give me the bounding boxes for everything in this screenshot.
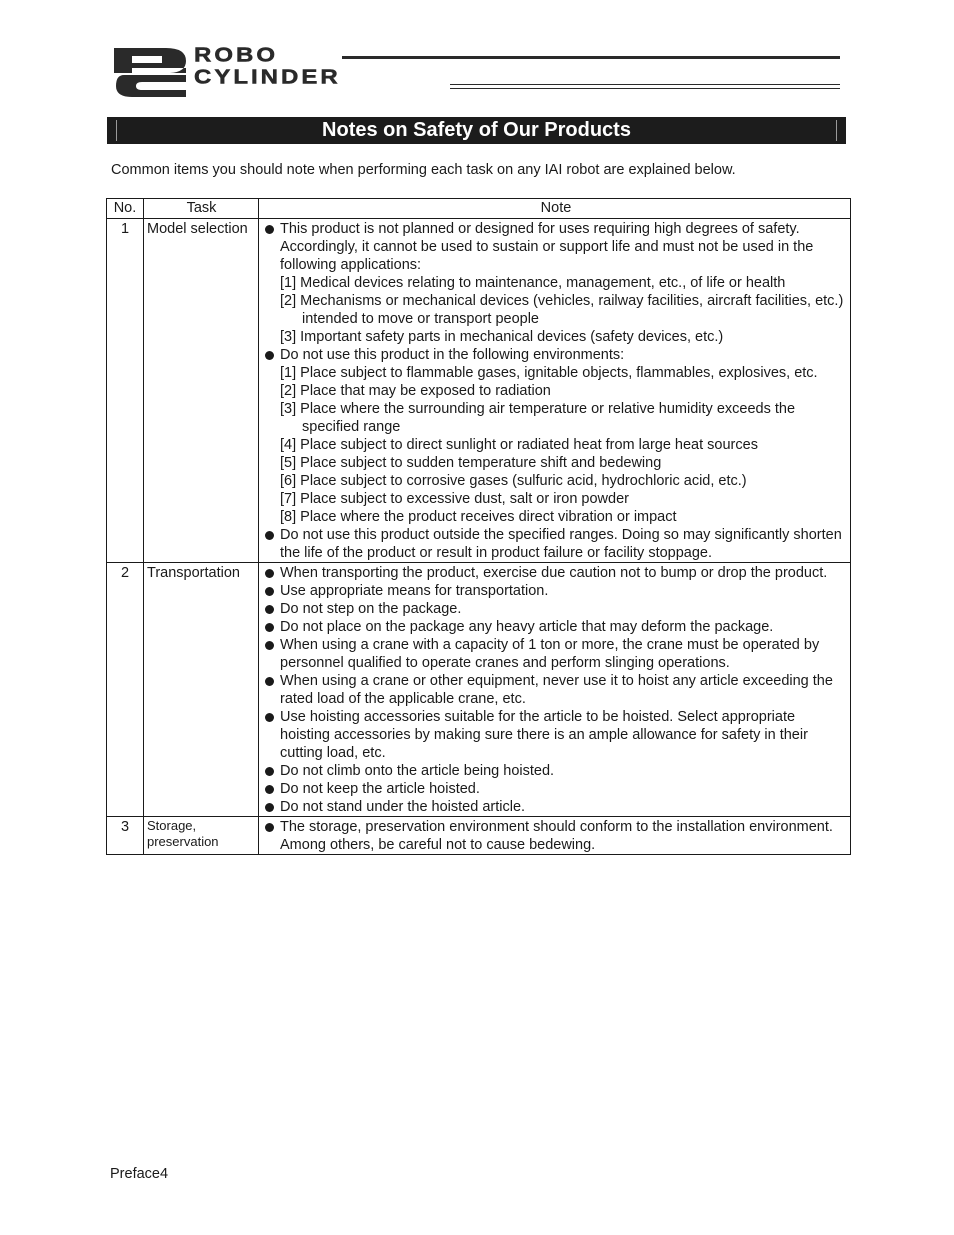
note-bullet-item	[264, 672, 848, 708]
note-bullet-text: When using a crane with a capacity of 1 ton or more, the crane must be operated by personnel qualified to operate cranes and perform slinging operations.	[280, 637, 820, 671]
note-bullet-item	[264, 762, 848, 780]
note-sub-item: [3] Place where the surrounding air temperature or relative humidity exceeds the specified range	[280, 401, 796, 435]
safety-notes-table	[106, 198, 851, 855]
note-bullet-item	[264, 636, 848, 672]
note-bullet-list	[264, 219, 848, 562]
page-title: Notes on Safety of Our Products	[322, 119, 631, 141]
note-sub-list	[280, 274, 848, 346]
note-bullet-list	[264, 817, 848, 854]
rc-logo-mark	[112, 46, 188, 98]
note-bullet-text: Do not use this product outside the specified ranges. Doing so may significantly shorten the life of the product or result in product failure or facility stoppage.	[280, 527, 842, 561]
table-header-row	[107, 199, 851, 219]
note-bullet-item	[264, 818, 848, 854]
row-task: Model selection	[144, 219, 259, 563]
note-bullet-text: Do not climb onto the article being hoisted.	[280, 763, 555, 779]
note-bullet-text: Use hoisting accessories suitable for the article to be hoisted. Select appropriate hoisting accessories by making sure there is an ample allowance for safety in their cutting load, etc.	[280, 709, 808, 761]
note-bullet-item	[264, 582, 848, 600]
note-bullet-text: When using a crane or other equipment, never use it to hoist any article exceeding the rated load of the applicable crane, etc.	[280, 673, 833, 707]
note-bullet-item	[264, 618, 848, 636]
table-row	[107, 563, 851, 817]
note-bullet-item	[264, 346, 848, 526]
note-bullet-list	[264, 563, 848, 816]
header-rule-bottom-2	[450, 88, 840, 89]
note-bullet-text: Do not step on the package.	[280, 601, 462, 617]
table-row	[107, 817, 851, 855]
note-bullet-text: The storage, preservation environment should conform to the installation environment. Among others, be careful not to cause bedewing.	[280, 819, 833, 853]
note-sub-item: [1] Place subject to flammable gases, ignitable objects, flammables, explosives, etc.	[280, 365, 818, 381]
note-sub-item: [4] Place subject to direct sunlight or radiated heat from large heat sources	[280, 437, 758, 453]
page-number: Preface4	[110, 1166, 169, 1182]
header-rule-top	[342, 56, 840, 59]
note-sub-item: [3] Important safety parts in mechanical devices (safety devices, etc.)	[280, 329, 724, 345]
note-bullet-item	[264, 708, 848, 762]
title-bar-left-tick	[116, 120, 117, 141]
note-bullet-text: Do not keep the article hoisted.	[280, 781, 480, 797]
title-bar	[107, 117, 846, 144]
row-note	[259, 563, 851, 817]
header-note: Note	[259, 199, 851, 219]
note-sub-list	[280, 364, 848, 526]
row-task: Transportation	[144, 563, 259, 817]
note-sub-item: [1] Medical devices relating to maintenance, management, etc., of life or health	[280, 275, 786, 291]
note-sub-item: [2] Place that may be exposed to radiation	[280, 383, 551, 399]
row-number: 2	[107, 563, 144, 817]
row-task: Storage, preservation	[144, 817, 259, 855]
row-number: 1	[107, 219, 144, 563]
title-bar-right-tick	[836, 120, 837, 141]
note-sub-item: [7] Place subject to excessive dust, salt or iron powder	[280, 491, 629, 507]
header-rule-bottom	[450, 84, 840, 85]
note-bullet-text: When transporting the product, exercise due caution not to bump or drop the product.	[280, 565, 828, 581]
logo-line2: CYLINDER	[194, 65, 341, 89]
intro-text: Common items you should note when performing each task on any IAI robot are explained below.	[111, 162, 736, 178]
logo-line1: ROBO	[194, 43, 278, 67]
note-bullet-text: Do not place on the package any heavy article that may deform the package.	[280, 619, 774, 635]
note-bullet-item	[264, 526, 848, 562]
note-sub-item: [5] Place subject to sudden temperature shift and bedewing	[280, 455, 662, 471]
note-bullet-text: Do not stand under the hoisted article.	[280, 799, 526, 815]
header-no: No.	[107, 199, 144, 219]
note-bullet-text: Use appropriate means for transportation.	[280, 583, 549, 599]
row-note	[259, 817, 851, 855]
note-bullet-item	[264, 600, 848, 618]
note-sub-item: [6] Place subject to corrosive gases (sulfuric acid, hydrochloric acid, etc.)	[280, 473, 747, 489]
note-sub-item: [2] Mechanisms or mechanical devices (vehicles, railway facilities, aircraft facilities, etc.) intended to move or transport people	[280, 293, 844, 327]
note-bullet-item	[264, 220, 848, 346]
note-bullet-item	[264, 780, 848, 798]
row-number: 3	[107, 817, 144, 855]
note-bullet-item	[264, 798, 848, 816]
header-task: Task	[144, 199, 259, 219]
note-bullet-text: This product is not planned or designed for uses requiring high degrees of safety. Accordingly, it cannot be used to sustain or support life and must not be used in the following applications:	[280, 221, 814, 273]
table-row	[107, 219, 851, 563]
row-note	[259, 219, 851, 563]
note-bullet-text: Do not use this product in the following environments:	[280, 347, 625, 363]
note-sub-item: [8] Place where the product receives direct vibration or impact	[280, 509, 677, 525]
note-bullet-item	[264, 564, 848, 582]
robo-cylinder-logo	[112, 43, 442, 98]
logo-wordmark	[194, 43, 341, 90]
